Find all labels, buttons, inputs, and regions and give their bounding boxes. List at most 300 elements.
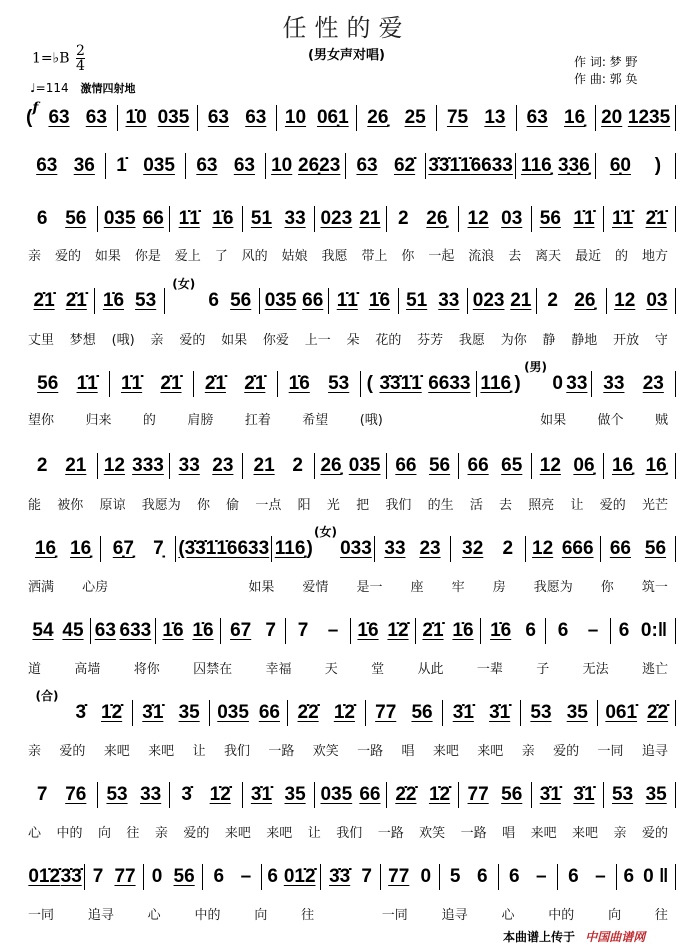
- note-group: 16̣: [611, 455, 634, 476]
- note-group: –: [327, 620, 339, 641]
- note-group: 1̇6: [212, 208, 234, 229]
- measure: [26, 453, 98, 479]
- lyric-word: 把: [356, 498, 370, 513]
- measure: [277, 105, 357, 131]
- note-group: 33: [140, 784, 162, 805]
- lyric-word: 朵: [346, 333, 360, 348]
- measure: [532, 782, 604, 808]
- composer: 作 曲: 郭 奂: [574, 72, 638, 86]
- note-group: 63: [48, 107, 70, 128]
- note-group: 0: [552, 373, 563, 394]
- expression-marking: 激情四射地: [80, 82, 136, 95]
- measure: [459, 206, 531, 232]
- measure: [375, 536, 450, 562]
- note-group: (3̇3̇1̇1̇6633: [178, 538, 270, 559]
- measure: [596, 153, 676, 179]
- lyric-word: 中的: [194, 908, 221, 923]
- note-group: 061̇: [605, 702, 638, 723]
- lyric-word: 一同: [381, 908, 408, 923]
- lyric-word: 了: [214, 249, 228, 264]
- note-group: 23: [419, 538, 441, 559]
- note-group: 1̇1̇: [178, 208, 200, 229]
- note-group: 21: [65, 455, 87, 476]
- measure: [170, 453, 242, 479]
- measure: [262, 864, 321, 890]
- lyric-word: 你爱: [262, 333, 289, 348]
- lyric-word: 我愿: [458, 333, 485, 348]
- lyrics-line: [28, 329, 668, 348]
- measure: [186, 153, 266, 179]
- voice-marker: (合): [35, 688, 59, 703]
- note-group: 0: [151, 866, 163, 887]
- lyric-word: 欢笑: [312, 744, 339, 759]
- lyric-word: 我愿为: [141, 498, 181, 513]
- note-group: 1̇6: [490, 620, 512, 641]
- note-group: 0:‖: [640, 620, 668, 641]
- lyric-word: 肩膀: [187, 413, 214, 428]
- note-group: 10: [271, 155, 293, 176]
- lyric-word: 让: [307, 826, 321, 841]
- note-group: 12: [614, 290, 636, 311]
- measure: [26, 536, 101, 562]
- lyric-word: 一点: [255, 498, 282, 513]
- note-group: 2̇1̇: [65, 290, 87, 311]
- note-group: 35: [566, 702, 588, 723]
- note-group: 1̇6: [288, 373, 310, 394]
- lyric-word: 你: [600, 580, 614, 595]
- lyrics-line: [28, 576, 668, 595]
- measure: [477, 359, 592, 397]
- notation-row: [26, 153, 676, 179]
- note-group: 56: [37, 373, 59, 394]
- measure: [243, 453, 315, 479]
- note-group: 56: [644, 538, 667, 559]
- voice-marker: (男): [524, 359, 548, 374]
- note-group: 666: [561, 538, 594, 559]
- lyric-word: 望你: [28, 413, 55, 428]
- measure: [243, 206, 315, 232]
- measure: [288, 700, 366, 726]
- lyrics-line: [28, 740, 668, 759]
- note-group: 1̇2̇: [209, 784, 231, 805]
- lyric-word: 阳: [297, 498, 311, 513]
- note-group: 6: [208, 290, 219, 311]
- note-group: 3̇3̇: [60, 866, 82, 887]
- measure: [26, 206, 98, 232]
- measure: [98, 782, 170, 808]
- lyric-word: 爱的: [553, 744, 580, 759]
- note-group: 6: [618, 620, 630, 641]
- note-group: ): [654, 155, 662, 176]
- measure: [459, 453, 531, 479]
- note-group: 33: [566, 373, 588, 394]
- note-group: 6: [213, 866, 225, 887]
- lyric-word: 来吧: [572, 826, 599, 841]
- note-group: 66: [142, 208, 164, 229]
- lyric-word: 扛着: [244, 413, 271, 428]
- measure: [604, 782, 676, 808]
- note-group: 35: [178, 702, 200, 723]
- note-group: 6: [36, 208, 48, 229]
- note-group: 3̇1̇: [539, 784, 561, 805]
- note-group: 63: [94, 620, 116, 641]
- lyric-word: 亲: [28, 249, 42, 264]
- measure: [260, 288, 329, 314]
- note-group: 7: [297, 620, 309, 641]
- lyric-word: 爱上: [174, 249, 201, 264]
- lyric-word: 花的: [375, 333, 402, 348]
- note-group: 21: [359, 208, 381, 229]
- measure: [532, 453, 604, 479]
- note-group: 63: [245, 107, 267, 128]
- note-group: 5: [449, 866, 461, 887]
- lyric-word: 亲: [150, 333, 164, 348]
- measure: [26, 288, 95, 314]
- note-group: 1̇2̇: [333, 702, 355, 723]
- note-group: 7: [92, 866, 104, 887]
- note-group: 7: [265, 620, 276, 641]
- measure: [604, 206, 676, 232]
- lyric-word: 向: [254, 908, 268, 923]
- notation-row: [26, 453, 676, 479]
- lyric-word: 最近: [575, 249, 602, 264]
- lyric-word: 座: [410, 580, 424, 595]
- lyric-word: 被你: [57, 498, 84, 513]
- note-group: 035: [103, 208, 136, 229]
- note-group: 1̇6: [368, 290, 391, 311]
- lyric-word: 我们: [336, 826, 363, 841]
- measure: [443, 700, 521, 726]
- note-group: ): [306, 538, 313, 559]
- lyric-word: 筑一: [641, 580, 668, 595]
- note-group: 035: [157, 107, 190, 128]
- notation-row: [26, 276, 676, 314]
- lyric-word: 做个: [597, 413, 624, 428]
- key-label: 1=♭B: [32, 50, 70, 67]
- note-group: 12: [103, 455, 125, 476]
- note-group: 53: [530, 702, 552, 723]
- lyric-word: 爱的: [599, 498, 626, 513]
- measure: [315, 782, 387, 808]
- measure: [451, 536, 526, 562]
- lyric-word: 来吧: [477, 744, 504, 759]
- lyric-word: 照亮: [528, 498, 555, 513]
- lyric-word: 原谅: [99, 498, 126, 513]
- lyric-word: 地方: [641, 249, 668, 264]
- note-group: 23: [642, 373, 664, 394]
- lyric-word: 姑娘: [281, 249, 308, 264]
- note-group: 62̇: [393, 155, 416, 176]
- lyric-word: 无法: [582, 662, 609, 677]
- measure: [387, 206, 459, 232]
- note-group: 3̇3̇: [329, 866, 351, 887]
- measure: [526, 536, 601, 562]
- note-group: 0 ‖: [643, 866, 669, 887]
- note-group: 2: [292, 455, 303, 476]
- note-group: 63: [36, 155, 58, 176]
- measure: [537, 288, 606, 314]
- opening-parenthesis: (: [26, 107, 33, 128]
- note-group: 56: [173, 866, 195, 887]
- note-group: 26̣: [574, 290, 596, 311]
- measure: [437, 105, 517, 131]
- measure: [243, 782, 315, 808]
- notation-row: [26, 864, 676, 890]
- lyric-word: 上一: [304, 333, 331, 348]
- note-group: 21: [510, 290, 532, 311]
- note-group: (: [366, 373, 373, 394]
- lyric-word: 如果: [248, 580, 275, 595]
- note-group: 1̇6: [102, 290, 125, 311]
- lyric-word: 心: [28, 826, 42, 841]
- lyric-word: 风的: [241, 249, 268, 264]
- note-group: 6: [267, 866, 278, 887]
- lyric-word: 亲: [521, 744, 535, 759]
- note-group: 26̣: [426, 208, 448, 229]
- measure: [592, 371, 676, 397]
- lyric-word: 中的: [548, 908, 575, 923]
- lyric-word: 堂: [371, 662, 385, 677]
- note-group: 633: [119, 620, 152, 641]
- notation-row: [26, 524, 676, 562]
- note-group: 13: [484, 107, 506, 128]
- note-group: –: [536, 866, 547, 887]
- measure: [91, 618, 156, 644]
- lyricist: 作 词: 梦 野: [574, 55, 638, 69]
- note-group: 16̣: [645, 455, 667, 476]
- note-group: 7: [36, 784, 48, 805]
- voice-marker: (女): [172, 276, 196, 291]
- lyric-word: 向: [608, 908, 622, 923]
- measure: [26, 782, 98, 808]
- dynamic-marking: f: [32, 100, 39, 116]
- measure: [26, 371, 110, 397]
- note-group: 66: [609, 538, 631, 559]
- note-group: 6: [568, 866, 579, 887]
- measure: [170, 782, 242, 808]
- note-group: 6̣7̣: [112, 538, 134, 559]
- note-group: 035: [264, 290, 297, 311]
- lyric-word: 爱情: [302, 580, 329, 595]
- note-group: 1̇1̇: [336, 290, 358, 311]
- measure: [499, 864, 558, 890]
- lyric-word: 一起: [428, 249, 455, 264]
- note-group: 36: [73, 155, 95, 176]
- lyric-word: 一同: [597, 744, 624, 759]
- note-group: 56: [65, 208, 87, 229]
- lyric-word: 来吧: [266, 826, 293, 841]
- measure: [176, 536, 272, 562]
- measure: [601, 536, 676, 562]
- note-group: 6̣0: [609, 155, 631, 176]
- measure: [95, 288, 164, 314]
- note-group: 1̇1̇: [76, 373, 98, 394]
- note-group: 2: [547, 290, 558, 311]
- meter-top: 2: [75, 43, 85, 59]
- note-group: 0: [420, 866, 432, 887]
- measure: [387, 453, 459, 479]
- note-group: 06̣1: [316, 107, 349, 128]
- lyric-word: 来吧: [103, 744, 130, 759]
- note-group: 35: [284, 784, 306, 805]
- note-group: 3̣3̣6̣: [558, 155, 590, 176]
- measure: [156, 618, 221, 644]
- note-group: 2: [36, 455, 48, 476]
- note-group: 06̣: [573, 455, 595, 476]
- measure: [381, 864, 440, 890]
- note-group: 77: [467, 784, 489, 805]
- note-group: 63: [207, 107, 229, 128]
- note-group: 12: [532, 538, 554, 559]
- lyric-word: 一路: [357, 744, 384, 759]
- measure: [26, 864, 85, 890]
- note-group: 01̇2̇: [28, 866, 61, 887]
- note-group: 2̇2̇: [297, 702, 319, 723]
- notation-row: [26, 100, 676, 131]
- measure: [321, 864, 380, 890]
- note-group: 3̇1̇: [142, 702, 164, 723]
- note-group: 16̣: [70, 538, 92, 559]
- measure: [516, 153, 596, 179]
- measure: [399, 288, 468, 314]
- note-group: 3̇3̇1̇1̇: [379, 373, 422, 394]
- lyric-word: 往: [301, 908, 315, 923]
- note-group: 6: [557, 620, 569, 641]
- note-group: 023: [472, 290, 505, 311]
- note-group: 63: [356, 155, 378, 176]
- note-group: 116̣: [274, 538, 306, 559]
- measure: [315, 453, 387, 479]
- lyric-word: 道: [28, 662, 42, 677]
- notation-row: [26, 618, 676, 644]
- note-group: 32: [462, 538, 484, 559]
- measure: [468, 288, 537, 314]
- note-group: –: [595, 866, 606, 887]
- lyric-word: 我们: [385, 498, 412, 513]
- measure: [426, 153, 516, 179]
- note-group: 25: [404, 107, 426, 128]
- note-group: 01̇2̇: [283, 866, 316, 887]
- lyric-word: 追寻: [87, 908, 114, 923]
- lyrics-line: [28, 904, 668, 923]
- note-group: 033: [340, 538, 372, 559]
- lyric-word: 一路: [460, 826, 487, 841]
- note-group: 116̣: [521, 155, 552, 176]
- measure: [440, 864, 499, 890]
- lyric-word: 贼: [654, 413, 668, 428]
- lyric-word: 天: [324, 662, 338, 677]
- note-group: 1̇0: [125, 107, 147, 128]
- note-group: 20: [601, 107, 623, 128]
- measure: [272, 524, 375, 562]
- note-group: 3̇1̇: [489, 702, 511, 723]
- lyric-word: 来吧: [530, 826, 557, 841]
- lyric-word: 活: [469, 498, 483, 513]
- lyric-word: 去: [508, 249, 522, 264]
- tempo-marking: [30, 80, 135, 96]
- lyric-word: 我愿: [321, 249, 348, 264]
- lyrics-line: [28, 245, 668, 264]
- measure: [366, 700, 444, 726]
- note-group: 035: [348, 455, 381, 476]
- measure: [101, 536, 176, 562]
- note-group: 33: [603, 373, 625, 394]
- note-group: 45: [62, 620, 84, 641]
- note-group: 3̇3̇1̇1̇: [428, 155, 471, 176]
- note-group: 53: [135, 290, 157, 311]
- notation-row: [26, 782, 676, 808]
- note-group: 51: [406, 290, 428, 311]
- note-group: 3̇1̇: [250, 784, 273, 805]
- measure: [266, 153, 346, 179]
- note-group: 023: [320, 208, 353, 229]
- measure: [596, 105, 676, 131]
- measure: [611, 618, 676, 644]
- note-group: 56: [501, 784, 523, 805]
- credits: [574, 54, 638, 88]
- notation-row: [26, 359, 676, 397]
- lyric-word: 的: [142, 413, 156, 428]
- lyric-word: 高墙: [74, 662, 101, 677]
- lyric-word: 心: [501, 908, 515, 923]
- note-group: 63: [526, 107, 548, 128]
- measure: [598, 700, 676, 726]
- note-group: 3̇1̇: [452, 702, 474, 723]
- note-group: 035: [320, 784, 353, 805]
- note-group: 33: [384, 538, 406, 559]
- lyric-word: 开放: [613, 333, 640, 348]
- note-group: ): [514, 373, 521, 394]
- lyric-word: 洒满: [28, 580, 55, 595]
- lyric-word: 希望: [302, 413, 329, 428]
- note-group: 2̇1̇: [204, 373, 226, 394]
- lyric-word: 如果: [94, 249, 121, 264]
- note-group: 1̇: [116, 155, 127, 176]
- lyric-word: 让: [192, 744, 206, 759]
- note-group: 1̇6: [452, 620, 474, 641]
- note-group: 16̣: [34, 538, 57, 559]
- note-group: 2̇2̇: [646, 702, 669, 723]
- lyric-word: 我愿为: [533, 580, 573, 595]
- note-group: 3̇: [75, 702, 87, 723]
- note-group: 1̇2̇: [428, 784, 451, 805]
- lyric-word: 守: [654, 333, 668, 348]
- measure: [118, 105, 198, 131]
- lyric-word: 梦想: [69, 333, 96, 348]
- lyric-word: 往: [126, 826, 140, 841]
- lyric-word: 爱的: [54, 249, 81, 264]
- lyric-word: 一同: [28, 908, 55, 923]
- note-group: 16̣: [564, 107, 586, 128]
- measure: [617, 864, 676, 890]
- note-group: 6: [623, 866, 635, 887]
- note-group: 2: [502, 538, 514, 559]
- lyric-word: 唱: [401, 744, 415, 759]
- measure: [558, 864, 617, 890]
- measure: [203, 864, 262, 890]
- lyric-word: 让: [570, 498, 584, 513]
- note-group: 77: [388, 866, 410, 887]
- measure: [198, 105, 278, 131]
- note-group: 1̇1̇: [611, 208, 634, 229]
- lyric-word: 的生: [427, 498, 454, 513]
- measure: [329, 288, 398, 314]
- lyric-word: 子: [536, 662, 550, 677]
- note-group: 1̇2̇: [387, 620, 409, 641]
- time-signature: [76, 44, 85, 73]
- measure: [26, 688, 133, 726]
- lyric-word: 心: [147, 908, 161, 923]
